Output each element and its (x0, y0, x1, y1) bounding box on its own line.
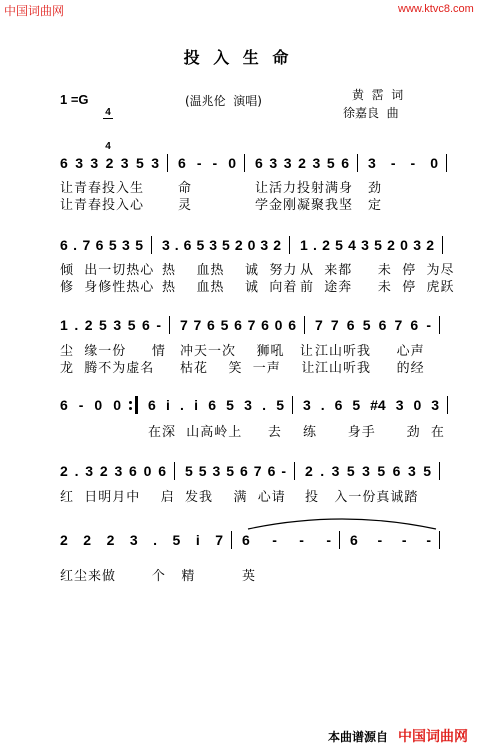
measure-notes: 2 . 3 2 3 6 0 6 (58, 462, 175, 480)
lyric-line: 学金刚凝聚我坚 (255, 198, 354, 213)
score-system-3 (58, 316, 440, 377)
time-signature (103, 85, 113, 163)
measure-notes: 6 - - - (340, 531, 440, 549)
lyric-line: 英 (242, 569, 257, 584)
time-signature-bottom: 4 (105, 141, 111, 152)
measure (245, 154, 358, 214)
measure-notes: 3 . 6 5 #4 3 0 3 (293, 396, 448, 414)
lyric-line: 命 (178, 181, 193, 196)
measure (340, 531, 440, 585)
lyric-line: 江山听我 的经 (315, 361, 425, 376)
lyric-line: 倾 出一切热心 (60, 263, 155, 278)
measure (305, 316, 440, 377)
lyric-line: 冲天一次 狮吼 让 (180, 344, 314, 359)
footer-source-label: 本曲谱源自 (328, 730, 389, 744)
footer-site-name: 中国词曲网 (398, 729, 468, 745)
lyric-line: 红 日明月中 启 (60, 490, 175, 505)
measure (58, 316, 170, 377)
measure-notes: 1 . 2 5 3 5 6 - (58, 316, 170, 334)
lyric-line: 尘 缘一份 情 (60, 344, 166, 359)
lyric-line: 热 血热 诚 努力 (162, 263, 298, 278)
lyric-line: 让活力投射满身 (255, 181, 354, 196)
measure (290, 236, 455, 296)
lyric-line: 热 血热 诚 向着 (162, 280, 298, 295)
score-system-6 (58, 531, 440, 585)
measure-notes: 3 . 6 5 3 5 2 0 3 2 (152, 236, 290, 254)
song-title: 投 入 生 命 (183, 48, 293, 67)
lyric-line: 从 来都 未 停 为尽 (300, 263, 455, 278)
measure (138, 396, 293, 441)
measure (58, 531, 232, 585)
measure-notes: 6 - - 0 (168, 154, 245, 172)
time-signature-top: 4 (103, 107, 113, 119)
lyric-line: 江山听我 心声 (315, 344, 425, 359)
measure-notes: 6 i . i 6 5 3 . 5 (138, 396, 293, 414)
score-system-2 (58, 236, 455, 296)
measure-notes: 7 7 6 5 6 7 6 0 6 (170, 316, 305, 334)
lyric-line: 劲 (368, 181, 383, 196)
measure (295, 462, 440, 506)
lyric-line: 枯花 笑 一声 让 (180, 361, 316, 376)
lyric-line: 练 身手 劲 在 (303, 425, 445, 440)
composer-credit: 徐嘉良 曲 (343, 106, 399, 120)
measure (168, 154, 245, 214)
key-signature: 1 =G (60, 92, 89, 107)
measure (232, 531, 340, 585)
measure-notes: 5 5 3 5 6 7 6 - (175, 462, 295, 480)
measure-notes: 2 . 3 5 3 5 6 3 5 (295, 462, 440, 480)
lyric-line: 让青春投入心 (60, 198, 145, 213)
measure (152, 236, 298, 296)
measure-notes: 6 - 0 0 (58, 396, 138, 414)
measure (58, 154, 168, 214)
lyric-line: 在深 山高岭上 去 (148, 425, 282, 440)
lyric-line: 投 入一份真诚踏 (305, 490, 419, 505)
performer-credit: (温兆伦 演唱) (185, 94, 262, 108)
lyric-line: 定 (368, 198, 383, 213)
measure (58, 396, 138, 441)
measure (170, 316, 316, 377)
score-system-1 (58, 154, 447, 214)
measure (358, 154, 447, 214)
measure (293, 396, 448, 441)
watermark-url: www.ktvc8.com (398, 3, 474, 15)
measure-notes: 6 - - - (232, 531, 340, 549)
measure-notes: 6 . 7 6 5 3 5 (58, 236, 152, 254)
lyric-line: 红尘来做 个 精 (60, 569, 196, 584)
lyric-line: 前 途奔 未 停 虎跃 (300, 280, 455, 295)
measure-notes: 2 2 2 3 . 5 i 7 (58, 531, 232, 549)
lyric-line: 让青春投入生 (60, 181, 145, 196)
measure (175, 462, 295, 506)
lyricist-credit: 黄 霑 词 (352, 88, 404, 102)
repeat-sign (129, 400, 132, 411)
lyric-line: 修 身修性热心 (60, 280, 155, 295)
lyric-line: 龙 腾不为虚名 (60, 361, 155, 376)
lyric-line: 发我 满 心请 (185, 490, 286, 505)
measure (58, 236, 155, 296)
measure-notes: 1 . 2 5 4 3 5 2 0 3 2 (290, 236, 443, 254)
score-system-5 (58, 462, 440, 506)
measure-notes: 3 - - 0 (358, 154, 447, 172)
measure-notes: 7 7 6 5 6 7 6 - (305, 316, 440, 334)
watermark-site-name: 中国词曲网 (4, 4, 65, 18)
measure (58, 462, 175, 506)
measure-notes: 6 3 3 2 3 5 3 (58, 154, 168, 172)
score-system-4 (58, 396, 448, 441)
measure-notes: 6 3 3 2 3 5 6 (245, 154, 358, 172)
tie-arc (245, 512, 440, 532)
lyric-line: 灵 (178, 198, 193, 213)
